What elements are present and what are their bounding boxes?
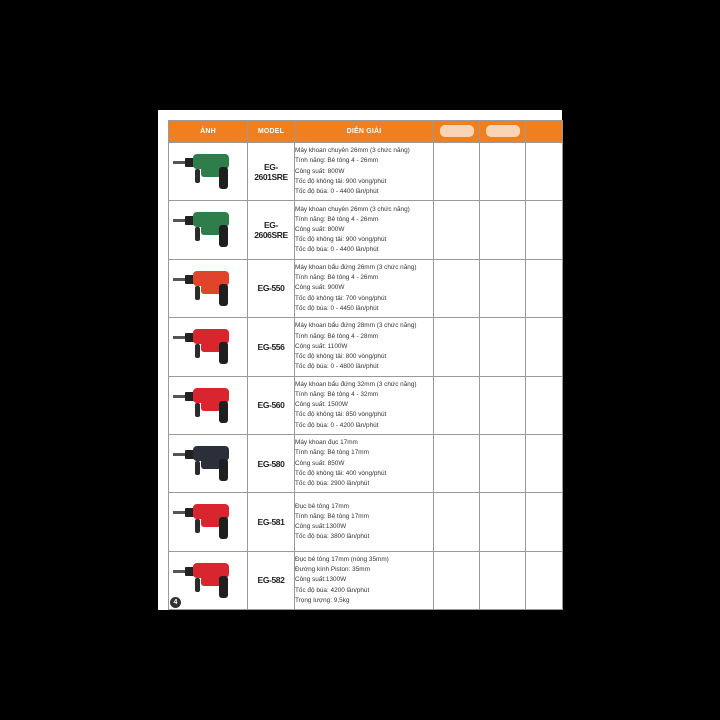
spec-line: Công suất:1300W: [295, 523, 347, 531]
spec-line: Đường kính Piston: 35mm: [295, 566, 370, 574]
blank-cell: [480, 434, 526, 492]
model-name: EG-582: [248, 551, 295, 609]
table-row: [169, 259, 563, 317]
spec-line: Tốc độ búa: 0 - 4200 lần/phút: [295, 421, 379, 429]
letterbox-left: [0, 0, 158, 720]
model-name: EG-2606SRE: [248, 201, 295, 259]
blank-cell: [480, 143, 526, 201]
spec-line: Máy khoan bẩu đứng 26mm (3 chức năng): [295, 263, 417, 271]
table-row: [169, 434, 563, 492]
spec-line: Máy khoan đục 17mm: [295, 439, 358, 447]
drill-icon: [171, 322, 245, 372]
page-number-badge: 4: [170, 597, 181, 608]
spec-line: Tốc độ không tải: 900 vòng/phút: [295, 177, 387, 185]
blank-cell: [526, 376, 563, 434]
blank-cell: [434, 434, 480, 492]
description-cell: [295, 376, 434, 434]
description-cell: [295, 493, 434, 551]
spec-line: Công suất: 800W: [295, 225, 345, 233]
table-row: [169, 201, 563, 259]
product-image-cell: [169, 376, 248, 434]
drill-icon: [171, 439, 245, 489]
model-name: EG-2601SRE: [248, 143, 295, 201]
blank-cell: [480, 201, 526, 259]
model-name: EG-580: [248, 434, 295, 492]
description-cell: [295, 551, 434, 609]
table-row: [169, 376, 563, 434]
blank-cell: [480, 551, 526, 609]
spec-line: Công suất: 800W: [295, 167, 345, 175]
spec-line: Tốc độ búa: 4200 lần/phút: [295, 586, 370, 594]
table-header: [169, 121, 563, 143]
model-name: EG-550: [248, 259, 295, 317]
blank-cell: [526, 143, 563, 201]
spec-line: Công suất: 850W: [295, 459, 345, 467]
spec-line: Tốc độ không tải: 900 vòng/phút: [295, 236, 387, 244]
spec-line: Máy khoan chuyên 26mm (3 chức năng): [295, 205, 410, 213]
spec-line: Tốc độ búa: 0 - 4400 lần/phút: [295, 246, 379, 254]
blank-cell: [434, 493, 480, 551]
spec-line: Tính năng: Bê tông 17mm: [295, 512, 369, 520]
product-image-cell: [169, 201, 248, 259]
model-name: EG-556: [248, 318, 295, 376]
spec-line: Công suất: 1500W: [295, 401, 348, 409]
description-cell: [295, 201, 434, 259]
spec-line: Công suất:1300W: [295, 576, 347, 584]
blank-cell: [480, 493, 526, 551]
drill-icon: [171, 497, 245, 547]
blank-cell: [434, 551, 480, 609]
product-image-cell: [169, 434, 248, 492]
header-image: ẢNH: [169, 121, 248, 143]
letterbox-bottom: [158, 610, 562, 720]
header-model: MODEL: [248, 121, 295, 143]
spec-line: Công suất: 1100W: [295, 342, 348, 350]
catalog-sheet: [158, 110, 562, 610]
blank-cell: [526, 551, 563, 609]
blank-cell: [480, 376, 526, 434]
model-name: EG-581: [248, 493, 295, 551]
letterbox-right: [562, 0, 720, 720]
description-cell: [295, 259, 434, 317]
spec-line: Tốc độ búa: 0 - 4800 lần/phút: [295, 363, 379, 371]
redacted-mark: [486, 125, 520, 137]
letterbox-top: [158, 0, 562, 110]
spec-line: Công suất: 900W: [295, 284, 345, 292]
description-cell: [295, 318, 434, 376]
spec-line: Tính năng: Bê tông 4 - 28mm: [295, 332, 379, 340]
spec-line: Tính năng: Bê tông 4 - 26mm: [295, 274, 379, 282]
header-blank-2: [480, 121, 526, 143]
blank-cell: [526, 434, 563, 492]
table-row: [169, 493, 563, 551]
table-row: [169, 551, 563, 609]
redacted-mark: [440, 125, 474, 137]
drill-icon: [171, 556, 245, 606]
drill-icon: [171, 381, 245, 431]
drill-icon: [171, 205, 245, 255]
blank-cell: [434, 259, 480, 317]
spec-line: Đục bê tông 17mm: [295, 502, 349, 510]
product-table: [168, 120, 563, 610]
blank-cell: [434, 201, 480, 259]
drill-icon: [171, 264, 245, 314]
spec-line: Tốc độ không tải: 800 vòng/phút: [295, 352, 387, 360]
blank-cell: [526, 259, 563, 317]
spec-line: Tốc độ búa: 0 - 4400 lần/phút: [295, 188, 379, 195]
product-image-cell: [169, 318, 248, 376]
drill-icon: [171, 147, 245, 197]
spec-line: Tốc độ búa: 3800 lần/phút: [295, 533, 370, 541]
spec-line: Tốc độ không tải: 400 vòng/phút: [295, 469, 387, 477]
blank-cell: [434, 376, 480, 434]
spec-line: Tính năng: Bê tông 17mm: [295, 449, 369, 457]
spec-line: Máy khoan bẩu đứng 32mm (3 chức năng): [295, 380, 417, 388]
description-cell: [295, 434, 434, 492]
table-row: [169, 143, 563, 201]
model-name: EG-560: [248, 376, 295, 434]
header-blank-3: [526, 121, 563, 143]
description-cell: [295, 143, 434, 201]
spec-line: Tính năng: Bê tông 4 - 32mm: [295, 390, 379, 398]
header-description: DIỄN GIẢI: [295, 121, 434, 143]
spec-line: Đục bê tông 17mm (nòng 35mm): [295, 555, 389, 563]
blank-cell: [480, 259, 526, 317]
spec-line: Máy khoan bẩu đứng 28mm (3 chức năng): [295, 322, 417, 330]
header-blank-1: [434, 121, 480, 143]
spec-line: Tốc độ búa: 2900 lần/phút: [295, 479, 370, 487]
spec-line: Tính năng: Bê tông 4 - 26mm: [295, 215, 379, 223]
blank-cell: [526, 493, 563, 551]
product-image-cell: [169, 259, 248, 317]
spec-line: Tính năng: Bê tông 4 - 26mm: [295, 157, 379, 165]
blank-cell: [526, 318, 563, 376]
table-row: [169, 318, 563, 376]
spec-line: Trọng lượng: 9,5kg: [295, 596, 350, 604]
spec-line: Tốc độ búa: 0 - 4450 lần/phút: [295, 304, 379, 312]
blank-cell: [434, 318, 480, 376]
blank-cell: [434, 143, 480, 201]
spec-line: Máy khoan chuyên 26mm (3 chức năng): [295, 147, 410, 155]
spec-line: Tốc độ không tải: 700 vòng/phút: [295, 294, 387, 302]
blank-cell: [480, 318, 526, 376]
spec-line: Tốc độ không tải: 850 vòng/phút: [295, 411, 387, 419]
blank-cell: [526, 201, 563, 259]
product-image-cell: [169, 493, 248, 551]
product-image-cell: [169, 143, 248, 201]
